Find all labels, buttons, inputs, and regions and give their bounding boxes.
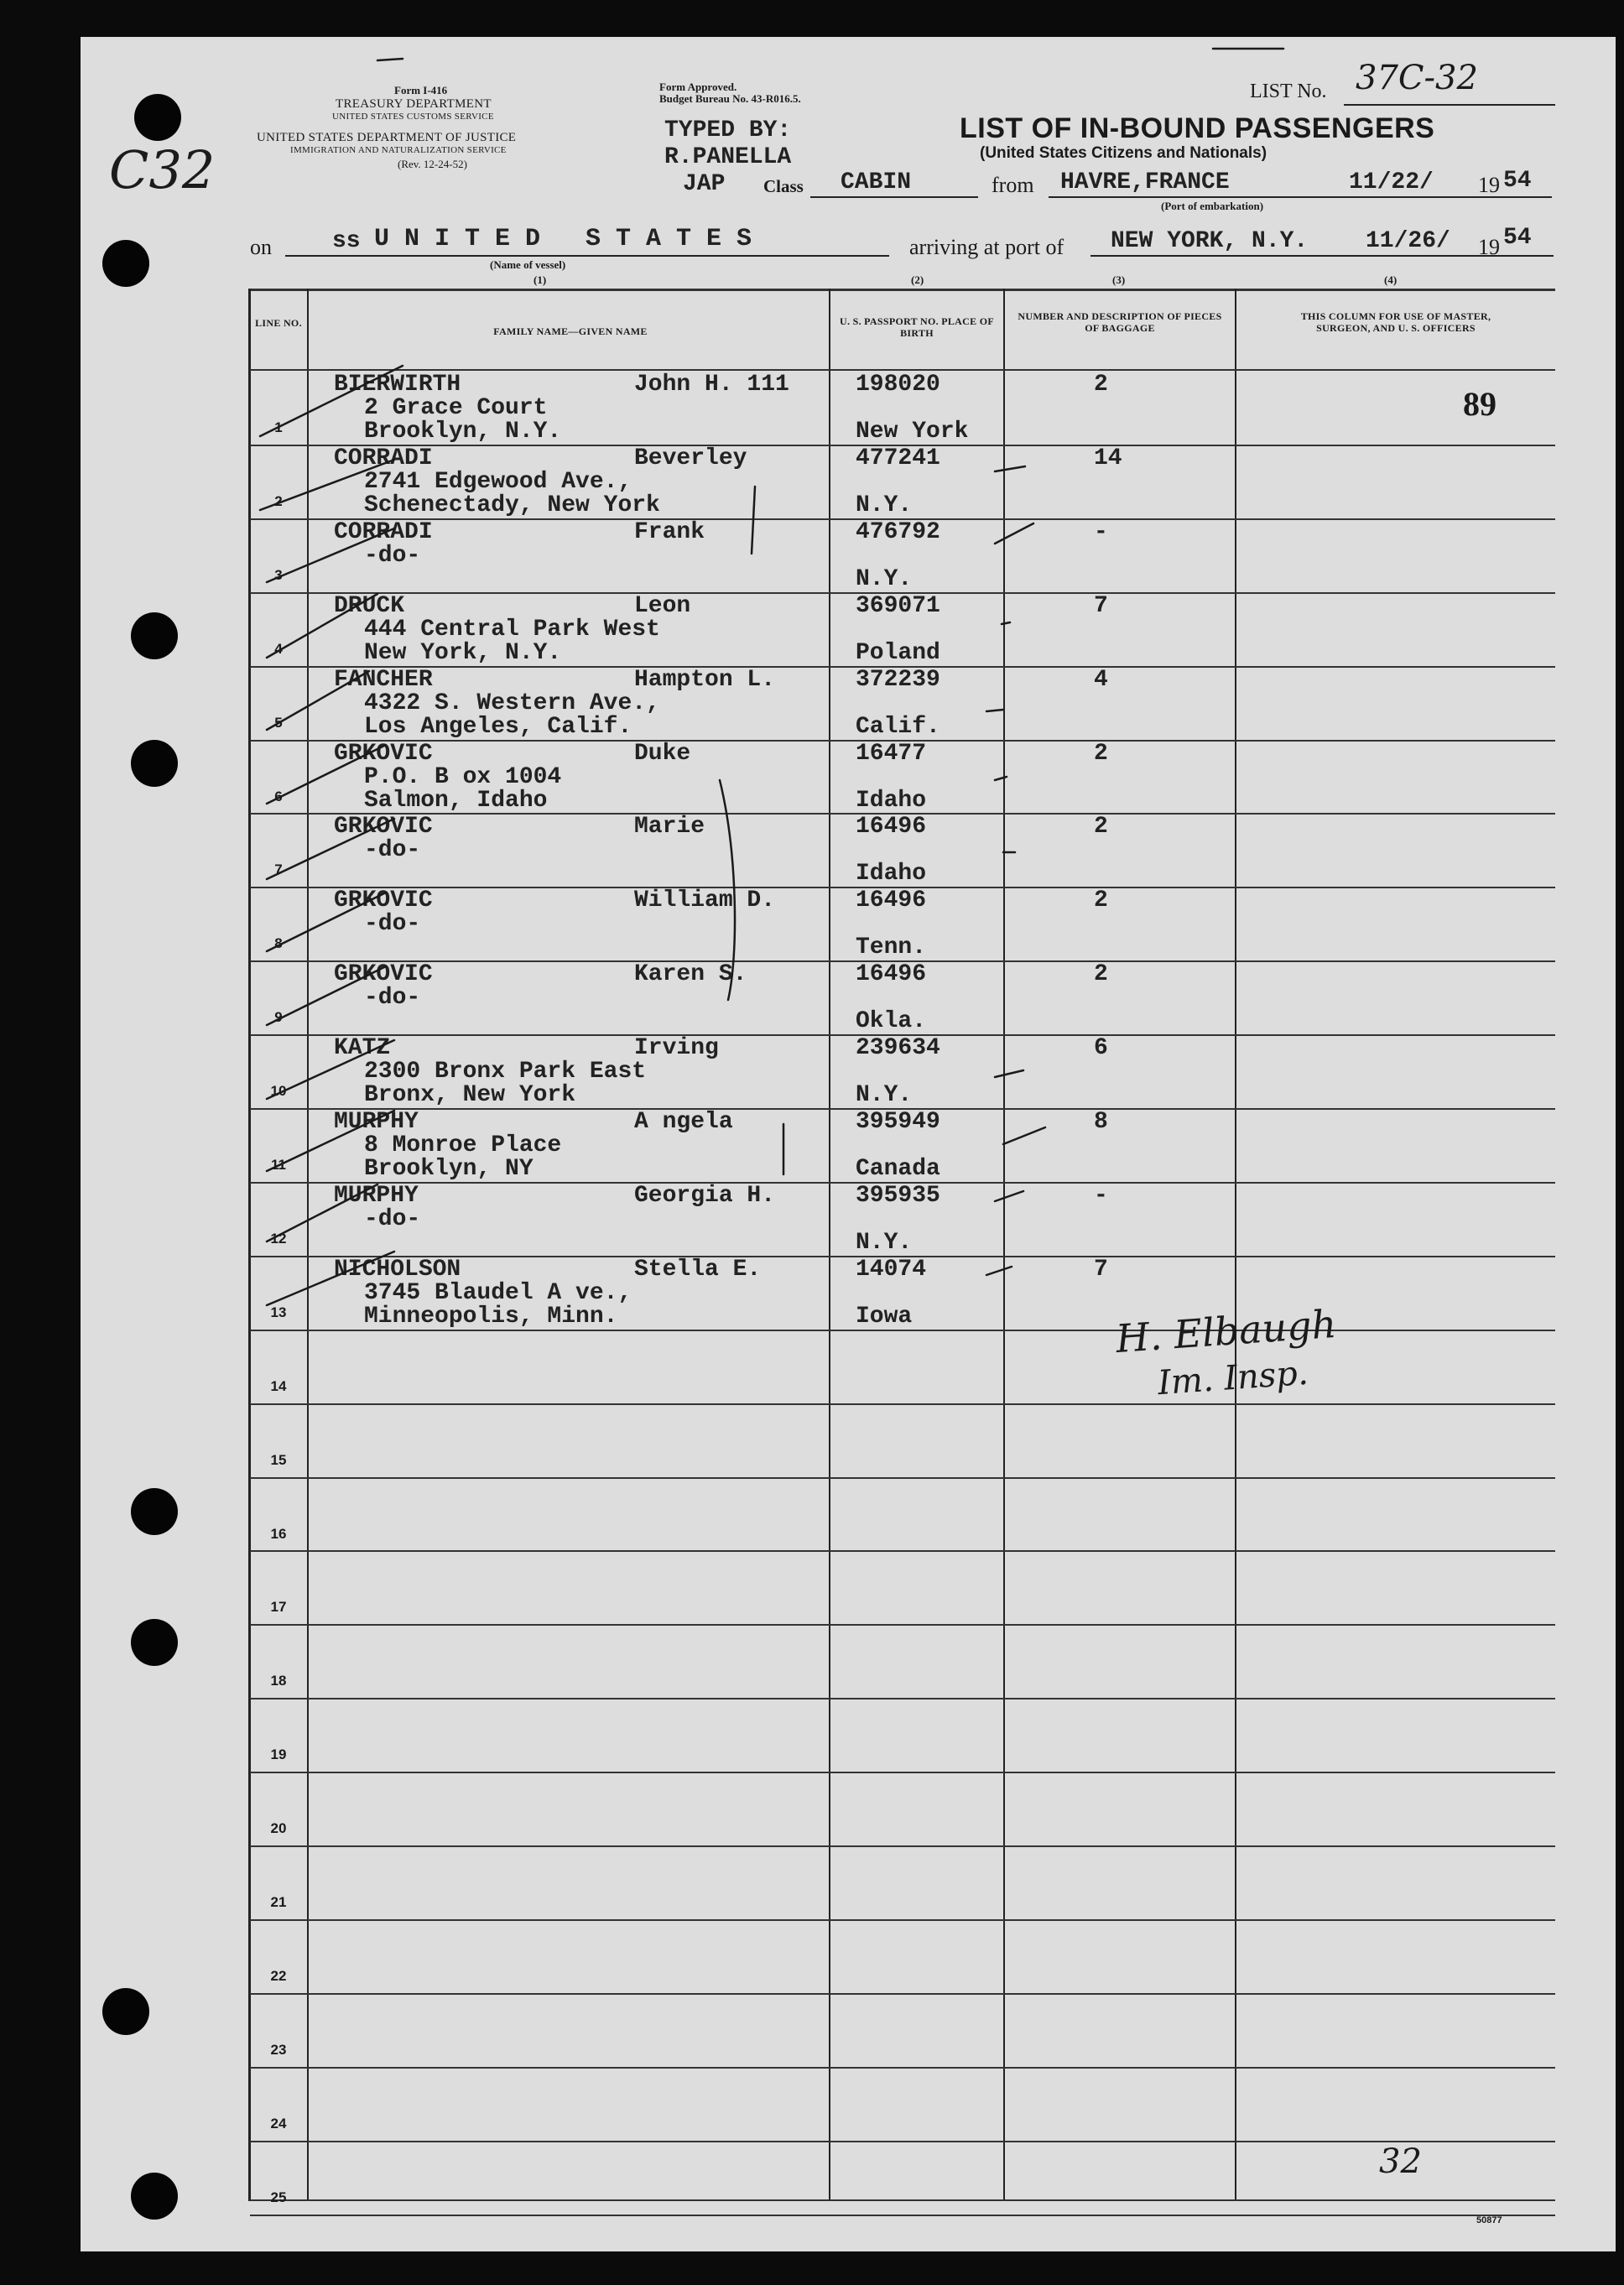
budget-bureau: Budget Bureau No. 43-R016.5. <box>659 92 801 105</box>
passport-number: 198020 <box>856 372 940 398</box>
check-mark <box>267 1111 394 1171</box>
col3-number: (3) <box>1112 273 1126 286</box>
family-name: GRKOVIC <box>334 814 433 841</box>
page-title: LIST OF IN-BOUND PASSENGERS <box>960 112 1435 144</box>
line-number: 19 <box>270 1746 287 1763</box>
check-mark <box>267 745 386 804</box>
passport-number: 239634 <box>856 1035 940 1062</box>
check-mark <box>267 966 386 1025</box>
departure-date: 11/22/ <box>1349 169 1434 195</box>
address-line-2: Los Angeles, Calif. <box>364 713 632 740</box>
from-label: from <box>992 173 1034 197</box>
address-line-1: -do- <box>364 542 421 569</box>
baggage-count: - <box>1094 1182 1108 1209</box>
passport-number: 369071 <box>856 592 940 619</box>
arrival-port: NEW YORK, N.Y. <box>1111 228 1309 254</box>
line-number: 15 <box>270 1451 287 1468</box>
line-number: 6 <box>274 788 283 804</box>
class-label: Class <box>763 176 804 196</box>
check-mark <box>267 594 377 658</box>
passport-number: 16496 <box>856 814 927 841</box>
family-name: NICHOLSON <box>334 1256 461 1283</box>
address-line-2: Brooklyn, N.Y. <box>364 419 562 445</box>
typist-initials: JAP <box>683 171 726 197</box>
address-line-1: -do- <box>364 1205 421 1232</box>
year-prefix: 19 <box>1478 173 1500 197</box>
year-prefix: 19 <box>1478 235 1500 259</box>
baggage-count: 14 <box>1094 445 1122 471</box>
passport-number: 395935 <box>856 1182 940 1209</box>
given-name: Duke <box>634 740 691 767</box>
baggage-count: 7 <box>1094 592 1108 619</box>
form-number: Form I-416 <box>394 84 448 96</box>
line-number: 23 <box>270 2041 287 2058</box>
line-number: 9 <box>274 1009 283 1026</box>
given-name: A ngela <box>634 1109 733 1135</box>
check-mark <box>267 1184 377 1241</box>
line-number: 1 <box>274 419 283 435</box>
passport-number: 476792 <box>856 518 940 545</box>
typed-by-name: R.PANELLA <box>664 144 792 170</box>
line-number: 8 <box>274 935 283 952</box>
baggage-count: 8 <box>1094 1109 1108 1135</box>
place-of-birth: Canada <box>856 1156 940 1182</box>
address-line-1: P.O. B ox 1004 <box>364 763 562 790</box>
line-number: 13 <box>270 1304 287 1320</box>
place-of-birth: Iowa <box>856 1303 913 1330</box>
arriving-label: arriving at port of <box>909 235 1064 259</box>
col1-number: (1) <box>534 273 547 286</box>
given-name: Beverley <box>634 445 747 471</box>
given-name: Karen S. <box>634 961 747 988</box>
vessel-name: UNITED STATES <box>374 225 768 253</box>
place-of-birth: Okla. <box>856 1008 927 1035</box>
line-number: 20 <box>270 1820 287 1837</box>
line-number: 25 <box>270 2189 287 2205</box>
line-number: 2 <box>274 492 283 509</box>
passport-number: 16496 <box>856 887 927 914</box>
family-name: GRKOVIC <box>334 887 433 914</box>
passport-number: 395949 <box>856 1109 940 1135</box>
line-number: 11 <box>271 1157 286 1173</box>
check-mark <box>267 1040 394 1099</box>
tick-mark <box>995 466 1025 471</box>
baggage-count: 7 <box>1094 1256 1108 1283</box>
address-line-2: Salmon, Idaho <box>364 787 548 814</box>
address-line-1: 2 Grace Court <box>364 395 548 421</box>
list-no-value: 37C-32 <box>1356 59 1478 97</box>
line-number: 14 <box>270 1377 287 1394</box>
port-embarkation-caption: (Port of embarkation) <box>1161 200 1264 212</box>
baggage-count: - <box>1094 518 1108 545</box>
tick-mark <box>995 523 1033 544</box>
line-number: 18 <box>270 1673 287 1689</box>
top-edge-mark <box>377 59 403 60</box>
page-number: 32 <box>1379 2142 1422 2181</box>
address-line-1: -do- <box>364 837 421 864</box>
baggage-count: 6 <box>1094 1035 1108 1062</box>
given-name: Marie <box>634 814 705 841</box>
address-line-2: Schenectady, New York <box>364 492 660 518</box>
line-number: 24 <box>270 2115 287 2131</box>
line-number: 12 <box>270 1230 287 1247</box>
year-suffix: 54 <box>1503 168 1532 194</box>
vessel-prefix: ss <box>332 228 361 254</box>
class-value: CABIN <box>841 169 912 195</box>
given-name: Stella E. <box>634 1256 762 1283</box>
line-number: 7 <box>274 861 283 878</box>
line-number: 5 <box>274 714 283 731</box>
baggage-count: 2 <box>1094 740 1108 767</box>
place-of-birth: N.Y. <box>856 492 913 518</box>
stamp-number: 89 <box>1463 385 1496 423</box>
family-name: CORRADI <box>334 445 433 471</box>
form-approved: Form Approved. <box>659 81 737 93</box>
check-mark <box>267 893 386 951</box>
col2-number: (2) <box>911 273 924 286</box>
address-line-1: 8 Monroe Place <box>364 1132 562 1158</box>
department-of-justice: UNITED STATES DEPARTMENT OF JUSTICE <box>257 131 517 144</box>
place-of-birth: N.Y. <box>856 1082 913 1109</box>
corner-code: C32 <box>109 139 216 200</box>
tick-mark <box>986 710 1003 711</box>
col-header-line-no: LINE NO. <box>255 317 302 329</box>
family-name: GRKOVIC <box>334 740 433 767</box>
tick-mark <box>986 1267 1012 1275</box>
check-mark <box>267 528 394 582</box>
bracket-mark <box>752 487 755 554</box>
passport-number: 16496 <box>856 961 927 988</box>
tick-mark <box>995 1070 1023 1077</box>
line-number: 17 <box>270 1599 287 1616</box>
line-number: 21 <box>270 1894 287 1910</box>
address-line-1: 3745 Blaudel A ve., <box>364 1279 632 1306</box>
family-name: GRKOVIC <box>334 961 433 988</box>
address-line-1: 4322 S. Western Ave., <box>364 690 660 716</box>
vessel-caption: (Name of vessel) <box>490 258 566 271</box>
place-of-birth: Poland <box>856 639 940 666</box>
address-line-1: 2741 Edgewood Ave., <box>364 468 632 495</box>
year-suffix: 54 <box>1503 225 1532 251</box>
tick-mark <box>995 777 1007 780</box>
given-name: Leon <box>634 592 691 619</box>
address-line-1: 444 Central Park West <box>364 616 660 643</box>
baggage-count: 2 <box>1094 961 1108 988</box>
address-line-1: -do- <box>364 985 421 1012</box>
passport-number: 16477 <box>856 740 927 767</box>
tick-mark <box>1003 1127 1045 1144</box>
family-name: FANCHER <box>334 666 433 693</box>
line-number: 10 <box>270 1083 287 1100</box>
inspector-title: Im. Insp. <box>1156 1353 1309 1403</box>
baggage-count: 2 <box>1094 814 1108 841</box>
arrival-date: 11/26/ <box>1366 228 1450 254</box>
line-number: 16 <box>270 1525 287 1542</box>
address-line-2: Bronx, New York <box>364 1082 576 1109</box>
passport-number: 372239 <box>856 666 940 693</box>
place-of-birth: Idaho <box>856 861 927 887</box>
typed-by-label: TYPED BY: <box>664 117 792 143</box>
baggage-count: 4 <box>1094 666 1108 693</box>
col-header-baggage: NUMBER AND DESCRIPTION OF PIECES OF BAGGAGE <box>1018 310 1222 334</box>
baggage-count: 2 <box>1094 887 1108 914</box>
place-of-birth: N.Y. <box>856 565 913 592</box>
check-mark <box>260 366 403 436</box>
check-mark <box>260 460 394 510</box>
address-line-2: Brooklyn, NY <box>364 1156 534 1182</box>
check-mark <box>267 671 369 730</box>
given-name: Georgia H. <box>634 1182 776 1209</box>
tick-mark <box>995 1191 1023 1201</box>
ins-service: IMMIGRATION AND NATURALIZATION SERVICE <box>290 145 507 155</box>
family-name: DRUCK <box>334 592 405 619</box>
family-name: KATZ <box>334 1035 391 1062</box>
check-mark <box>267 819 394 879</box>
given-name: William D. <box>634 887 776 914</box>
family-name: CORRADI <box>334 518 433 545</box>
family-name: BIERWIRTH <box>334 372 461 398</box>
tick-mark <box>1002 622 1010 624</box>
form-revision: (Rev. 12-24-52) <box>398 158 467 170</box>
customs-service: UNITED STATES CUSTOMS SERVICE <box>332 112 494 122</box>
place-of-birth: Calif. <box>856 713 940 740</box>
given-name: Frank <box>634 518 705 545</box>
address-line-1: 2300 Bronx Park East <box>364 1059 647 1085</box>
address-line-2: Minneopolis, Minn. <box>364 1303 618 1330</box>
passport-number: 14074 <box>856 1256 927 1283</box>
address-line-1: -do- <box>364 911 421 938</box>
col-header-name: FAMILY NAME—GIVEN NAME <box>493 325 648 337</box>
place-of-birth: N.Y. <box>856 1229 913 1256</box>
col-header-passport: U. S. PASSPORT NO. PLACE OF BIRTH <box>840 315 994 339</box>
on-label: on <box>250 235 272 259</box>
col-header-officers: THIS COLUMN FOR USE OF MASTER, SURGEON, AND U. S. OFFICERS <box>1300 310 1491 334</box>
place-of-birth: Tenn. <box>856 934 927 961</box>
check-mark <box>267 1252 394 1305</box>
family-name: MURPHY <box>334 1182 419 1209</box>
print-code: 50877 <box>1476 2215 1502 2225</box>
given-name: Irving <box>634 1035 719 1062</box>
page-subtitle: (United States Citizens and Nationals) <box>980 144 1267 162</box>
treasury-department: TREASURY DEPARTMENT <box>336 97 492 111</box>
given-name: John H. 111 <box>634 372 789 398</box>
given-name: Hampton L. <box>634 666 776 693</box>
list-no-label: LIST No. <box>1250 81 1327 102</box>
baggage-count: 2 <box>1094 372 1108 398</box>
line-number: 3 <box>274 566 283 583</box>
line-number: 22 <box>270 1967 287 1984</box>
line-number: 4 <box>274 640 283 657</box>
inspector-signature: H. Elbaugh <box>1114 1300 1338 1362</box>
col4-number: (4) <box>1384 273 1398 286</box>
address-line-2: New York, N.Y. <box>364 639 562 666</box>
family-name: MURPHY <box>334 1109 419 1135</box>
place-of-birth: New York <box>856 419 969 445</box>
passport-number: 477241 <box>856 445 940 471</box>
bracket-mark <box>720 780 735 1000</box>
port-of-embarkation: HAVRE,FRANCE <box>1060 169 1230 195</box>
place-of-birth: Idaho <box>856 787 927 814</box>
